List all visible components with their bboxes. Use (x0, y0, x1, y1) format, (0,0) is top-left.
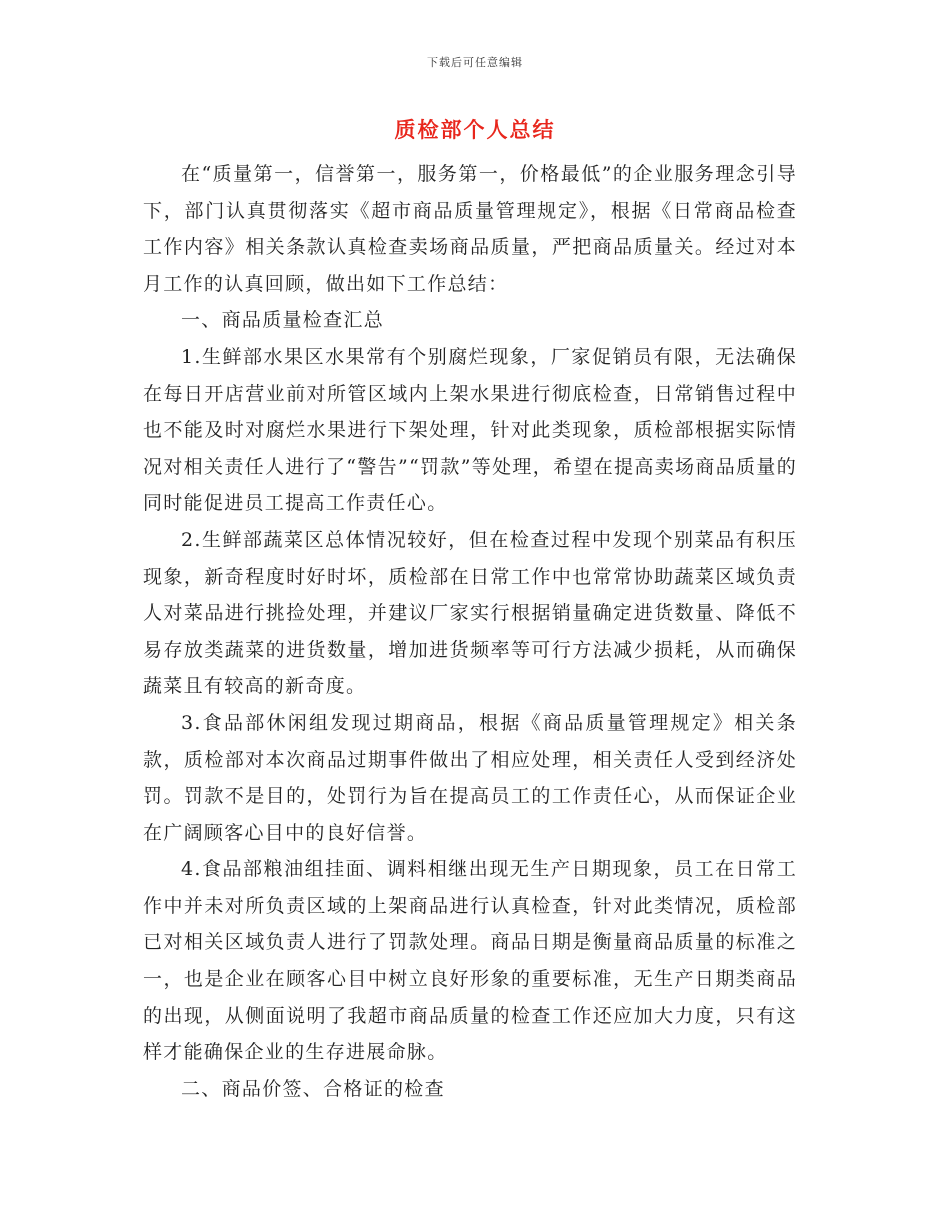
intro-paragraph: 在“质量第一，信誉第一，服务第一，价格最低”的企业服务理念引导下，部门认真贯彻落实《超市商品质量管理规定》，根据《日常商品检查工作内容》相关条款认真检查卖场商品质量，严把商品质量关。经过对本月工作的认真回顾，做出如下工作总结： (143, 163, 797, 295)
item-paragraph-2: 2.生鲜部蔬菜区总体情况较好，但在检查过程中发现个别菜品有积压现象，新奇程度时好时坏，质检部在日常工作中也常常协助蔬菜区域负责人对菜品进行挑捡处理，并建议厂家实行根据销量确定进货数量、降低不易存放类蔬菜的进货数量，增加进货频率等可行方法减少损耗，从而确保蔬菜且有较高的新奇度。 (143, 528, 797, 698)
item-paragraph-1: 1.生鲜部水果区水果常有个别腐烂现象，厂家促销员有限，无法确保在每日开店营业前对所管区域内上架水果进行彻底检查，日常销售过程中也不能及时对腐烂水果进行下架处理，针对此类现象，质检部根据实际情况对相关责任人进行了“警告”“罚款”等处理，希望在提高卖场商品质量的同时能促进员工提高工作责任心。 (143, 345, 797, 515)
document-title: 质检部个人总结 (394, 117, 556, 142)
section-heading-1: 一、商品质量检查汇总 (181, 309, 385, 332)
item-paragraph-4: 4.食品部粮油组挂面、调料相继出现无生产日期现象，员工在日常工作中并未对所负责区域的上架商品进行认真检查，针对此类情况，质检部已对相关区域负责人进行了罚款处理。商品日期是衡量商品质量的标准之一，也是企业在顾客心目中树立良好形象的重要标准，无生产日期类商品的出现，从侧面说明了我超市商品质量的检查工作还应加大力度，只有这样才能确保企业的生存进展命脉。 (143, 858, 797, 1064)
document-body (143, 156, 797, 1107)
item-paragraph-3: 3.食品部休闲组发现过期商品，根据《商品质量管理规定》相关条款，质检部对本次商品过期事件做出了相应处理，相关责任人受到经济处罚。罚款不是目的，处罚行为旨在提高员工的工作责任心，从而保证企业在广阔顾客心目中的良好信誉。 (143, 711, 797, 844)
section-heading-2: 二、商品价签、合格证的检查 (181, 1077, 445, 1100)
header-note: 下载后可任意编辑 (427, 56, 523, 69)
